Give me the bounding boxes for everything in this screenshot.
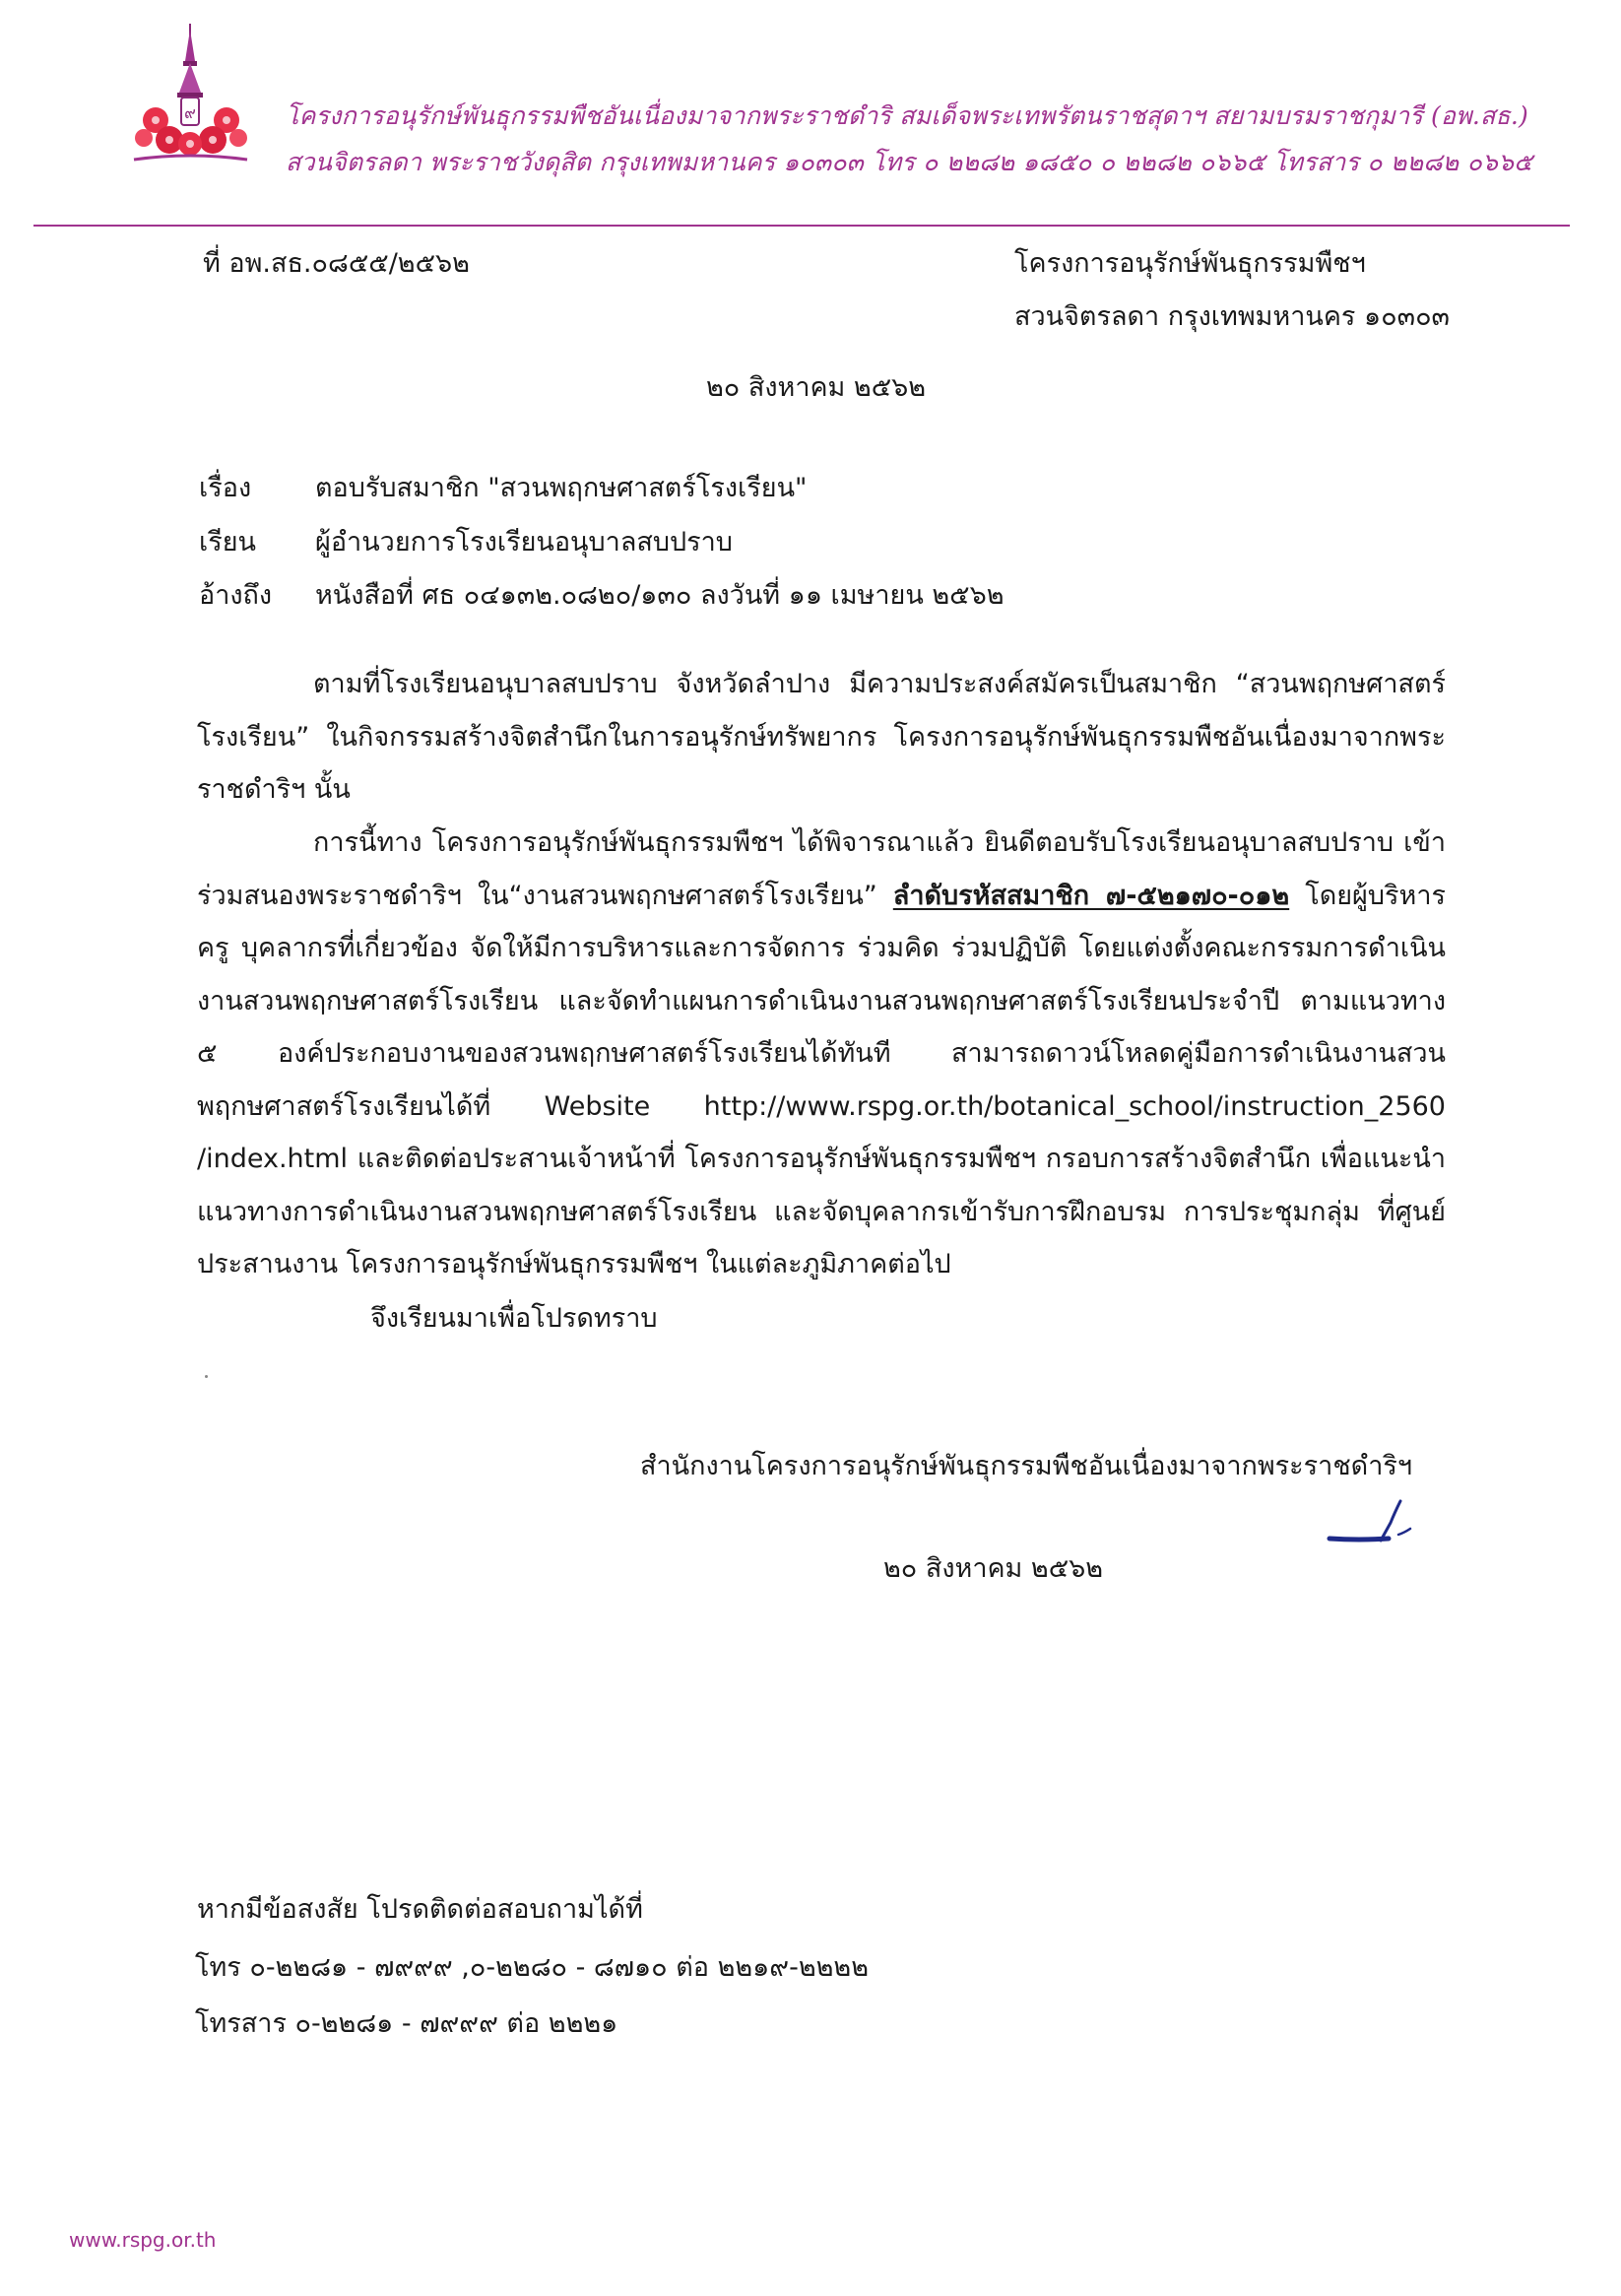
reference-value: หนังสือที่ ศธ ๐๔๑๓๒.๐๘๒๐/๑๓๐ ลงวันที่ ๑๑ เมษายน ๒๕๖๒	[315, 580, 1005, 611]
signature-date: ๒๐ สิงหาคม ๒๕๖๒	[883, 1553, 1104, 1584]
body-paragraph-2	[197, 817, 1446, 1291]
reference-number: ที่ อพ.สธ.๐๘๕๕/๒๕๖๒	[203, 248, 470, 279]
sender-line-2: สวนจิตรลดา กรุงเทพมหานคร ๑๐๓๐๓	[1014, 301, 1451, 332]
contact-phone: โทร ๐-๒๒๘๑ - ๗๙๙๙ ,๐-๒๒๘๐ - ๘๗๑๐ ต่อ ๒๒๑๙-๒๒๒๒	[195, 1952, 870, 1983]
contact-fax: โทรสาร ๐-๒๒๘๑ - ๗๙๙๙ ต่อ ๒๒๒๑	[195, 2008, 618, 2039]
closing-line: จึงเรียนมาเพื่อโปรดทราบ	[370, 1303, 658, 1334]
sender-line-1: โครงการอนุรักษ์พันธุกรรมพืชฯ	[1014, 248, 1366, 279]
member-code: ลำดับรหัสสมาชิก ๗-๕๒๑๗๐-๐๑๒	[892, 880, 1290, 911]
paragraph-2-rest: โดยผู้บริหาร ครู บุคลากรที่เกี่ยวข้อง จัดให้มีการบริหารและการจัดการ ร่วมคิด ร่วมปฏิบัติ โดยแต่งตั้งคณะกรรมการดำเนินงานสวนพฤกษศาสตร์โรงเรียน และจัดทำแผนการดำเนินงานสวนพฤกษศาสตร์โรงเรียนประจำปี ตามแนวทาง ๕ องค์ประกอบงานของสวนพฤกษศาสตร์โรงเรียนได้ทันที สามารถดาวน์โหลดคู่มือการดำเนินงานสวนพฤกษศาสตร์โรงเรียนได้ที่ Website http://www.rspg.or.th/botanical_school/instruction_2560 /index.html และติดต่อประสานเจ้าหน้าที่ โครงการอนุรักษ์พันธุกรรมพืชฯ กรอบการสร้างจิตสำนึก เพื่อแนะนำแนวทางการดำเนินงานสวนพฤกษศาสตร์โรงเรียน และจัดบุคลากรเข้ารับการฝึกอบรม การประชุมกลุ่ม ที่ศูนย์ประสานงาน โครงการอนุรักษ์พันธุกรรมพืชฯ ในแต่ละภูมิภาคต่อไป	[197, 880, 1446, 1279]
letterhead-line-1: โครงการอนุรักษ์พันธุกรรมพืชอันเนื่องมาจากพระราชดำริ สมเด็จพระเทพรัตนราชสุดาฯ สยามบรมราชกุมารี (อพ.สธ.)	[286, 101, 1528, 130]
letterhead-line-2: สวนจิตรลดา พระราชวังดุสิต กรุงเทพมหานคร ๑๐๓๐๓ โทร ๐ ๒๒๘๒ ๑๘๕๐ ๐ ๒๒๘๒ ๐๖๖๕ โทรสาร ๐ ๒๒๘๒ ๐๖๖๕	[286, 148, 1533, 176]
subject-value: ตอบรับสมาชิก "สวนพฤกษศาสตร์โรงเรียน"	[315, 473, 808, 503]
subject-label: เรื่อง	[199, 473, 252, 503]
body-paragraph-1: ตามที่โรงเรียนอนุบาลสบปราบ จังหวัดลำปาง มีความประสงค์สมัครเป็นสมาชิก “สวนพฤกษศาสตร์โรงเรียน” ในกิจกรรมสร้างจิตสำนึกในการอนุรักษ์ทรัพยากร โครงการอนุรักษ์พันธุกรรมพืชอันเนื่องมาจากพระราชดำริฯ นั้น	[197, 669, 1446, 805]
paragraph-2-intro: การนี้ทาง โครงการอนุรักษ์พันธุกรรมพืชฯ ได้พิจารณาแล้ว ยินดีตอบรับโรงเรียนอนุบาลสบปราบ เข้าร่วมสนองพระราชดำริฯ ใน“งานสวนพฤกษศาสตร์โรงเรียน”	[197, 827, 1446, 911]
letter-date: ๒๐ สิงหาคม ๒๕๖๒	[706, 372, 927, 403]
reference-label: อ้างถึง	[199, 580, 273, 611]
footer-website[interactable]: www.rspg.or.th	[69, 2228, 217, 2252]
header-divider	[33, 225, 1570, 227]
scan-speck	[205, 1375, 208, 1378]
to-label: เรียน	[199, 527, 257, 558]
to-value: ผู้อำนวยการโรงเรียนอนุบาลสบปราบ	[315, 527, 733, 558]
crown-flower-emblem-icon	[124, 22, 257, 169]
svg-text:๙: ๙	[184, 103, 196, 122]
signatory-office: สำนักงานโครงการอนุรักษ์พันธุกรรมพืชอันเนื่องมาจากพระราชดำริฯ	[640, 1451, 1413, 1481]
handwritten-signature-icon	[1320, 1483, 1428, 1554]
contact-heading: หากมีข้อสงสัย โปรดติดต่อสอบถามได้ที่	[197, 1894, 643, 1925]
